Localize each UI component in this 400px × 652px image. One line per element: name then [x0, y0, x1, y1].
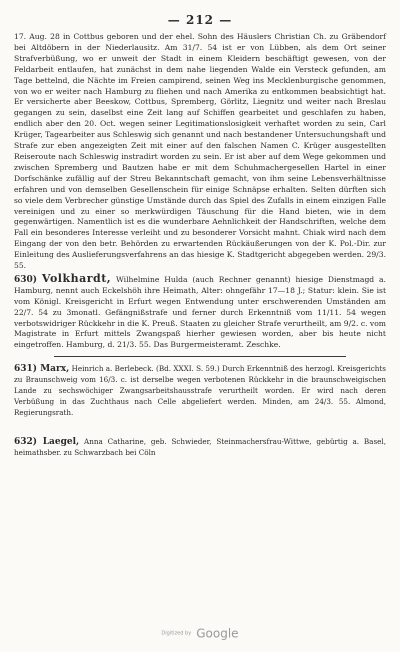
entry-629-continued — [14, 32, 386, 272]
entry-629-text: 17. Aug. 28 in Cottbus geboren und der ehel. Sohn des Häuslers Christian Ch. zu Gräbendorf bei Altdöbern in der Niederlausitz. Am 31/7. 54 ist er von Lübben, als dem Ort seiner Strafverbüßung, wo er unweit der Stadt in einem Kleidern beschäftigt gewesen, von der Feldarbeit entlaufen, hat zunächst in dem nahe liegenden Walde ein Versteck gefunden, am Tage bettelnd, die Nächte im Freien campirend, seinen Weg ins Mecklenburgische genommen, von wo er weiter nach Hamburg zu fliehen und nach Amerika zu entkommen beabsichtigt hat. Er versicherte aber Beeskow, Cottbus, Spremberg, Görlitz, Liegnitz und weiter nach Breslau gegangen zu sein, daselbst eine Zeit lang auf Schiffen gearbeitet und geschlafen zu haben, endlich aber den 20. Oct. wegen seiner Legitimationslosigkeit verhaftet worden zu sein, Carl Krüger, Tagearbeiter aus Schleswig sich genannt und nach bestandener Untersuchungshaft und Strafe zur eben angezeigten Zeit mit einer auf den falschen Namen C. Krüger ausgestellten Reiseroute nach Schleswig instradirt worden zu sein. Er ist aber auf dem Wege gekommen und zwischen Spremberg und Bautzen habe er mit dem Schuhmachergesellen Hartel in einer Dorfschänke zufällig auf der Streu Bekanntschaft gemacht, von ihm seine Lebensverhältnisse erfahren und von demselben Gesellenschein für einige Schnäpse erhalten. Selten dürften sich so viele dem Verbrecher günstige Umstände durch das Spiel des Zufalls in einem einzigen Falle vereinigen und zu einer so merkwürdigen Täuschung für die Hand bieten, wie in dem gegenwärtigen. Namentlich ist es die wunderbare Aehnlichkeit der Handschriften, welche dem Fall ein besonderes Interesse verleiht und zu besonderer Vorsicht mahnt. Chiak wird nach dem Eingang der von den betr. Behörden zu erwartenden Rückäußerungen von der K. Pol.-Dir. zur Einleitung des Auslieferungsverfahrens an das hiesige K. Stadtgericht abgegeben werden. 29/3. 55. — [14, 32, 386, 271]
entry-630-name: Volkhardt, — [41, 271, 112, 285]
watermark-small-text: Digitized by — [161, 630, 192, 637]
entry-630-number: 630) — [14, 274, 38, 285]
section-divider — [54, 356, 346, 357]
watermark-logo-text: Google — [196, 626, 239, 641]
entry-630 — [14, 271, 386, 351]
entry-632-lead: 632) Laegel, — [14, 437, 80, 448]
entry-632-text: Anna Catharine, geb. Schwieder, Steinmachersfrau-Wittwe, gebürtig a. Basel, heimathsber. zu Schwarzbach bei Cöln — [14, 437, 386, 458]
entry-631-text: Heinrich a. Berlebeck. (Bd. XXXI. S. 59.) Durch Erkenntniß des herzogl. Kreisgerichts zu Braunschweig vom 16/3. c. ist derselbe wegen verbotenen Rückkehr in die braunschweigischen Lande zu sechswöchiger Zwangsarbeitshausstrafe verurtheilt worden. Er wird nach deren Verbüßung in das Zuchthaus nach Celle abgeliefert werden. Minden, am 24/3. 55. Almond, Regierungsrath. — [14, 364, 386, 418]
digitized-watermark — [0, 623, 400, 642]
entry-631 — [14, 364, 386, 419]
entry-632 — [14, 437, 386, 459]
entry-630-text: Wilhelmine Hulda (auch Rechner genannt) hiesige Dienstmagd a. Hamburg, nennt auch Eckelshöh ihre Heimath, Alter: ohngefähr 17—18 J.; Statur: klein. Sie ist vom Königl. Kreisgericht in Erfurt wegen Entwendung unter erschwerenden Umständen am 22/7. 54 zu 3monatl. Gefängnißstrafe und ferner durch Erkenntniß vom 11/11. 54 wegen verbotswidriger Rückkehr in die K. Preuß. Staaten zu gleicher Strafe verurtheilt, am 9/2. c. vom Magistrate in Erfurt mittels Zwangspaß hierher gewiesen worden, aber bis heute nicht eingetroffen. Hamburg, d. 21/3. 55. Das Burgermeisteramt. Zeschke. — [14, 274, 386, 350]
page-number: — 212 — — [167, 13, 233, 27]
entry-631-lead: 631) Marx, — [14, 364, 70, 375]
